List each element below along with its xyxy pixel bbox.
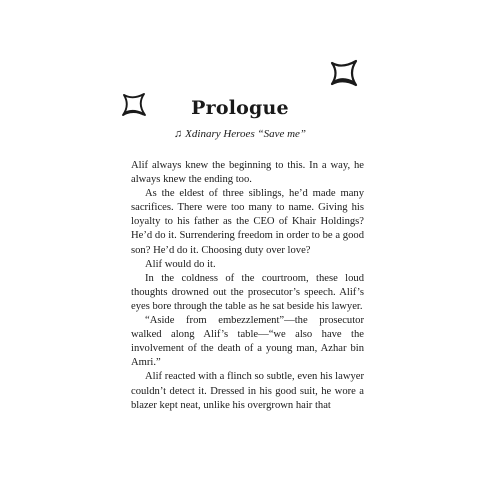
- paragraph: Alif reacted with a flinch so subtle, even his lawyer couldn’t detect it. Dressed in his good suit, he wore a blazer kept neat, unlike his overgrown hair that: [131, 371, 364, 411]
- paragraph: Alif always knew the beginning to this. In a way, he always knew the ending too.: [131, 160, 364, 186]
- sparkle-icon: [326, 55, 362, 91]
- paragraph: As the eldest of three siblings, he’d made many sacrifices. There were too many to name. Giving his loyalty to his father as the CEO of Khair Holdings? He’d do it. Surrendering freedom in order to be a good son? He’d do it. Choosing duty over love?: [131, 188, 364, 256]
- prologue-body: [131, 159, 364, 413]
- paragraph: In the coldness of the courtroom, these loud thoughts drowned out the prosecutor’s speech. Alif’s eyes bore through the table as he sat beside his lawyer.: [131, 272, 364, 312]
- song-title: Xdinary Heroes “Save me”: [185, 128, 307, 140]
- chapter-title: Prologue: [191, 97, 289, 119]
- paragraph: Alif would do it.: [145, 258, 216, 270]
- music-note-icon: ♫: [173, 128, 183, 140]
- song-reference: [0, 128, 480, 140]
- paragraph: “Aside from embezzlement”—the prosecutor walked along Alif’s table—“we also have the involvement of the death of a young man, Azhar bin Amri.”: [131, 315, 364, 369]
